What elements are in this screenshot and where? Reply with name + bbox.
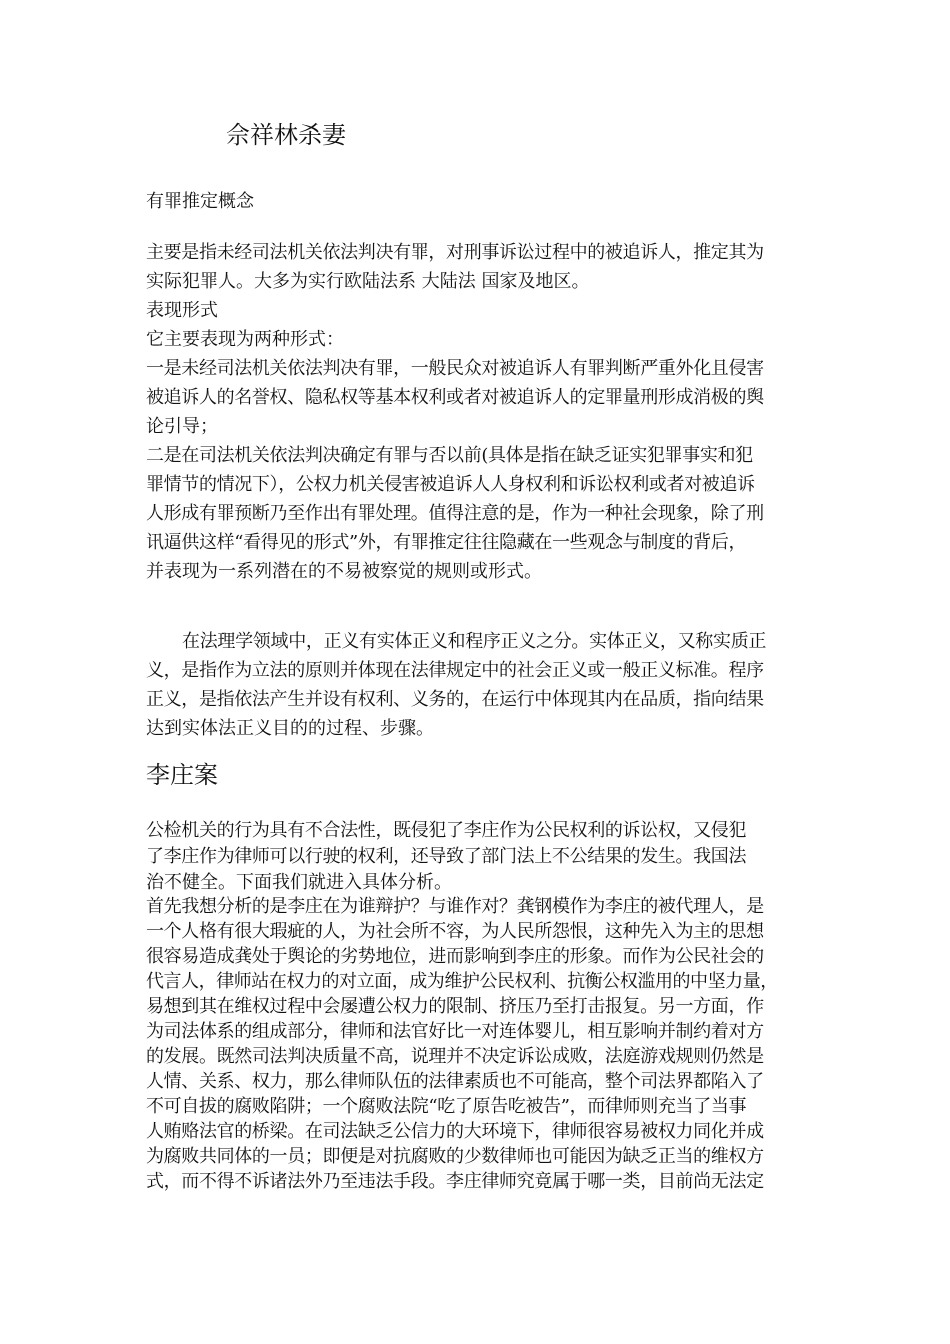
paragraph-line: 实际犯罪人。大多为实行欧陆法系 大陆法 国家及地区。 <box>146 271 590 292</box>
paragraph-line: 罪情节的情况下），公权力机关侵害被追诉人人身权利和诉讼权利或者对被追诉 <box>146 474 755 495</box>
paragraph-line: 一是未经司法机关依法判决有罪，一般民众对被追诉人有罪判断严重外化且侵害 <box>146 358 764 379</box>
paragraph-line: 为腐败共同体的一员；即便是对抗腐败的少数律师也可能因为缺乏正当的维权方 <box>146 1146 764 1167</box>
paragraph-line: 主要是指未经司法机关依法判决有罪，对刑事诉讼过程中的被追诉人，推定其为 <box>146 242 764 263</box>
paragraph-line: 首先我想分析的是李庄在为谁辩护？与谁作对？龚钢模作为李庄的被代理人，是 <box>146 896 764 917</box>
paragraph-line: 人贿赂法官的桥梁。在司法缺乏公信力的大环境下，律师很容易被权力同化并成 <box>146 1121 764 1142</box>
paragraph-line: 为司法体系的组成部分，律师和法官好比一对连体婴儿，相互影响并制约着对方 <box>146 1021 764 1042</box>
paragraph-line: 的发展。既然司法判决质量不高，说理并不决定诉讼成败，法庭游戏规则仍然是 <box>146 1046 764 1067</box>
paragraph-line: 被追诉人的名誉权、隐私权等基本权利或者对被追诉人的定罪量刑形成消极的舆 <box>146 387 764 408</box>
paragraph-line: 代言人，律师站在权力的对立面，成为维护公民权利、抗衡公权滥用的中坚力量， <box>146 971 778 992</box>
paragraph-line: 在法理学领域中，正义有实体正义和程序正义之分。实体正义，又称实质正 <box>182 631 767 652</box>
paragraph-line: 论引导； <box>146 416 218 437</box>
paragraph-line: 二是在司法机关依法判决确定有罪与否以前(具体是指在缺乏证实犯罪事实和犯 <box>146 445 753 466</box>
paragraph-line: 表现形式 <box>146 300 218 321</box>
paragraph-line: 人形成有罪预断乃至作出有罪处理。值得注意的是，作为一种社会现象，除了刑 <box>146 503 764 524</box>
paragraph-line: 人情、关系、权力，那么律师队伍的法律素质也不可能高，整个司法界都陷入了 <box>146 1071 764 1092</box>
document-title: 佘祥林杀妻 <box>226 121 346 149</box>
paragraph-line: 易想到其在维权过程中会屡遭公权力的限制、挤压乃至打击报复。另一方面，作 <box>146 996 764 1017</box>
paragraph-line: 了李庄作为律师可以行驶的权利，还导致了部门法上不公结果的发生。我国法 <box>146 846 747 867</box>
paragraph-line: 治不健全。下面我们就进入具体分析。 <box>146 872 452 893</box>
paragraph-line: 达到实体法正义目的的过程、步骤。 <box>146 718 434 739</box>
paragraph-line: 义，是指作为立法的原则并体现在法律规定中的社会正义或一般正义标准。程序 <box>146 660 764 681</box>
paragraph-line: 很容易造成龚处于舆论的劣势地位，进而影响到李庄的形象。而作为公民社会的 <box>146 946 764 967</box>
paragraph-line: 正义，是指依法产生并设有权利、义务的，在运行中体现其内在品质，指向结果 <box>146 689 764 710</box>
paragraph-line: 一个人格有很大瑕疵的人，为社会所不容，为人民所怨恨，这种先入为主的思想 <box>146 921 764 942</box>
paragraph-line: 讯逼供这样“看得见的形式”外，有罪推定往往隐藏在一些观念与制度的背后， <box>146 532 747 553</box>
paragraph-line: 它主要表现为两种形式： <box>146 329 344 350</box>
paragraph-line: 不可自拔的腐败陷阱；一个腐败法院“吃了原告吃被告”，而律师则充当了当事 <box>146 1096 747 1117</box>
section-heading-presumption-of-guilt: 有罪推定概念 <box>146 191 254 212</box>
section-heading-li-zhuang-case: 李庄案 <box>146 761 218 789</box>
paragraph-line: 公检机关的行为具有不合法性，既侵犯了李庄作为公民权利的诉讼权，又侵犯 <box>146 820 747 841</box>
paragraph-line: 并表现为一系列潜在的不易被察觉的规则或形式。 <box>146 561 542 582</box>
paragraph-line: 式，而不得不诉诸法外乃至违法手段。李庄律师究竟属于哪一类，目前尚无法定 <box>146 1171 764 1192</box>
